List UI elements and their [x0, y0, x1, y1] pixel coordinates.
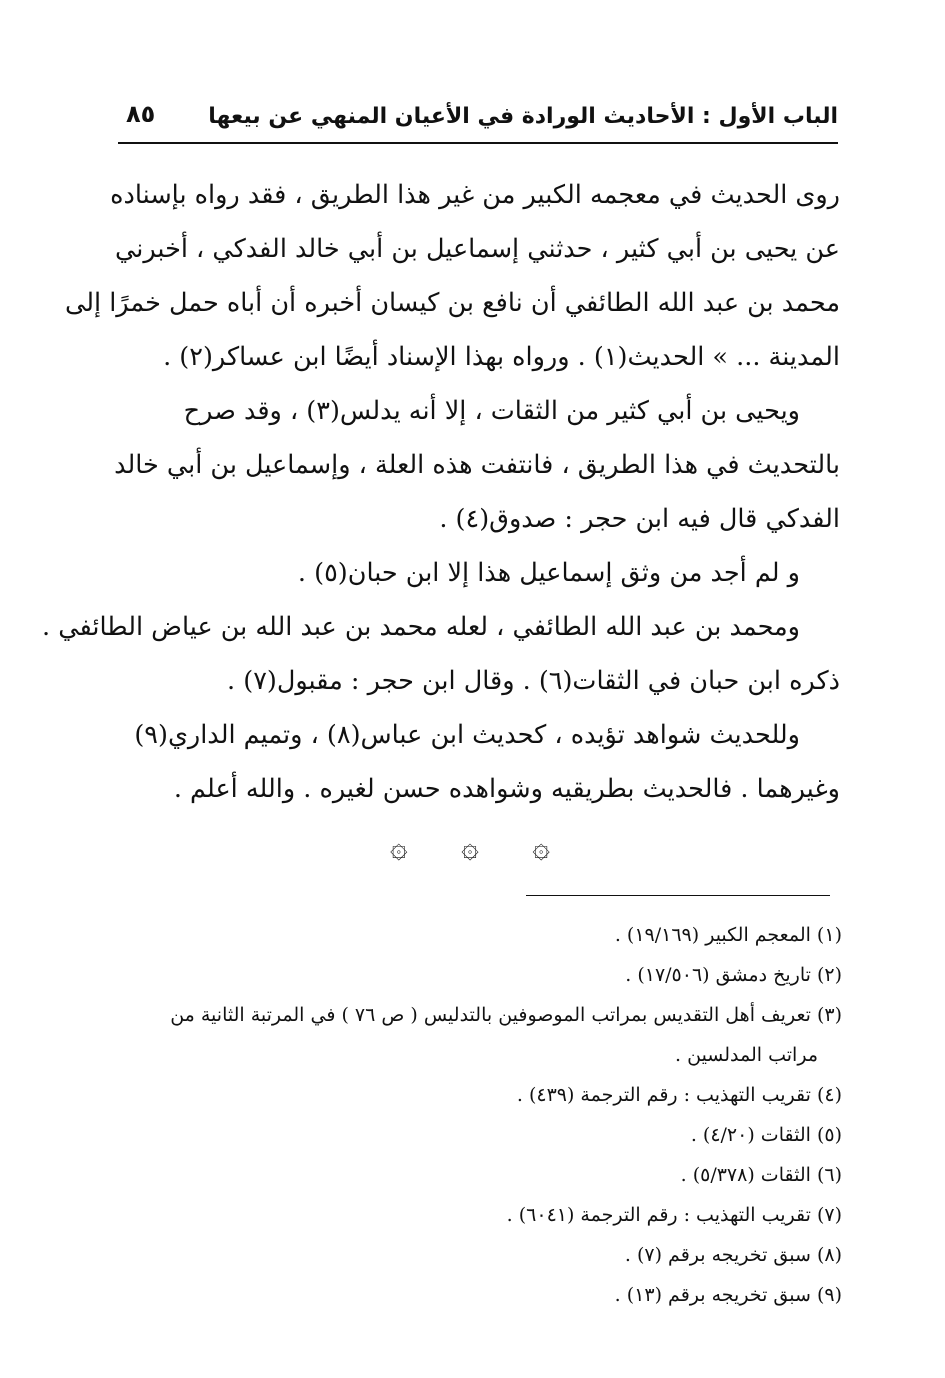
text-line: روى الحديث في معجمه الكبير من غير هذا الطريق ، فقد رواه بإسناده	[110, 180, 840, 210]
footnote-rule	[526, 895, 830, 896]
text-line: وغيرهما . فالحديث بطريقيه وشواهده حسن لغيره . والله أعلم .	[173, 774, 840, 804]
text-line: و لم أجد من وثق إسماعيل هذا إلا ابن حبان(٥) .	[297, 558, 800, 588]
footnote-item: (٧) تقريب التهذيب : رقم الترجمة (٦٠٤١) .	[506, 1204, 842, 1226]
footnotes	[108, 915, 842, 1315]
footnote-item: (٨) سبق تخريجه برقم (٧) .	[624, 1244, 842, 1266]
section-divider	[390, 828, 550, 868]
text-line: وللحديث شواهد تؤيده ، كحديث ابن عباس(٨) ، وتميم الداري(٩)	[134, 720, 800, 750]
text-line: ويحيى بن أبي كثير من الثقات ، إلا أنه يدلس(٣) ، وقد صرح	[183, 396, 800, 426]
footnote-item: (١) المعجم الكبير (١٩/١٦٩) .	[614, 924, 842, 946]
star-ornament-icon: ۞	[532, 830, 550, 865]
footnote-item: (٤) تقريب التهذيب : رقم الترجمة (٤٣٩) .	[516, 1084, 842, 1106]
footnote-item-continuation: مراتب المدلسين .	[675, 1044, 818, 1066]
footnote-item: (٩) سبق تخريجه برقم (١٣) .	[614, 1284, 842, 1306]
footnote-item: (٢) تاريخ دمشق (١٧/٥٠٦) .	[625, 964, 842, 986]
page-number: ٨٥	[126, 100, 156, 128]
text-line: عن يحيى بن أبي كثير ، حدثني إسماعيل بن أبي خالد الفدكي ، أخبرني	[114, 234, 840, 264]
text-line: ومحمد بن عبد الله الطائفي ، لعله محمد بن عبد الله بن عياض الطائفي .	[42, 612, 800, 642]
text-line: الفدكي قال فيه ابن حجر : صدوق(٤) .	[439, 504, 840, 534]
star-ornament-icon: ۞	[461, 830, 479, 865]
text-line: المدينة ... » الحديث(١) . ورواه بهذا الإسناد أيضًا ابن عساكر(٢) .	[163, 342, 840, 372]
star-ornament-icon: ۞	[390, 830, 408, 865]
footnote-item: (٣) تعريف أهل التقديس بمراتب الموصوفين بالتدليس ( ص ٧٦ ) في المرتبة الثانية من	[170, 1004, 842, 1026]
text-line: بالتحديث في هذا الطريق ، فانتفت هذه العلة ، وإسماعيل بن أبي خالد	[114, 450, 840, 480]
footnote-item: (٦) الثقات (٥/٣٧٨) .	[680, 1164, 842, 1186]
footnote-item: (٥) الثقات (٤/٢٠) .	[690, 1124, 842, 1146]
text-line: ذكره ابن حبان في الثقات(٦) . وقال ابن حجر : مقبول(٧) .	[227, 666, 840, 696]
main-text	[42, 168, 840, 816]
text-line: محمد بن عبد الله الطائفي أن نافع بن كيسان أخبره أن أباه حمل خمرًا إلى	[65, 288, 840, 318]
chapter-title: الباب الأول : الأحاديث الورادة في الأعيان المنهي عن بيعها	[208, 104, 838, 129]
running-header	[118, 96, 838, 144]
